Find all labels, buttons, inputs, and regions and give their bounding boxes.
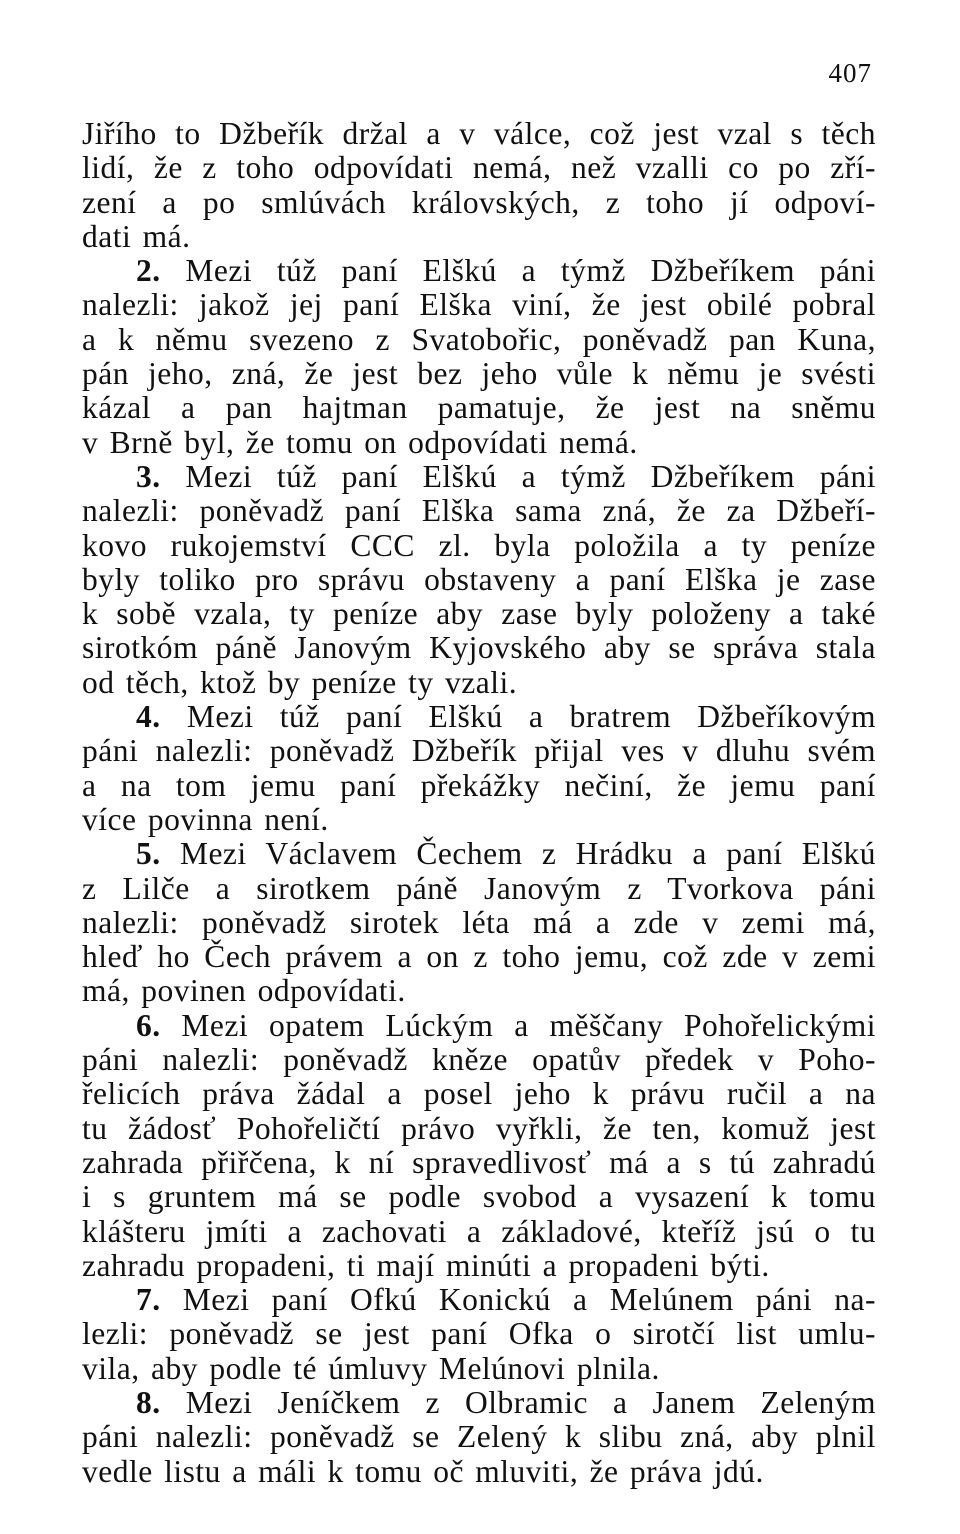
text-line bbox=[82, 426, 876, 460]
paragraph-number: 2. bbox=[136, 253, 161, 289]
body-text bbox=[82, 117, 876, 1489]
line-text: Mezi túž paní Elškú a týmž Džbeříkem páni bbox=[185, 458, 877, 494]
line-text: klášteru jmíti a zachovati a základové, kteříž jsú o tu bbox=[82, 1213, 876, 1249]
line-text: a na tom jemu paní překážky nečiní, že jemu paní bbox=[82, 767, 876, 803]
line-text: lidí, že z toho odpovídati nemá, než vzalli co po zří- bbox=[82, 150, 876, 186]
text-line bbox=[82, 323, 876, 357]
paragraph-number: 6. bbox=[136, 1007, 161, 1043]
line-text: kázal a pan hajtman pamatuje, že jest na sněmu bbox=[82, 390, 876, 426]
text-line bbox=[82, 1420, 876, 1454]
line-text: pán jeho, zná, že jest bez jeho vůle k němu je svésti bbox=[82, 356, 876, 392]
line-text: vedle listu a máli k tomu oč mluviti, že práva jdú. bbox=[82, 1453, 764, 1489]
text-line bbox=[82, 460, 876, 494]
line-text: Mezi Václavem Čechem z Hrádku a paní Elškú bbox=[179, 836, 876, 872]
text-line bbox=[82, 357, 876, 391]
line-text: nalezli: poněvadž paní Elška sama zná, že za Džbeří- bbox=[82, 493, 876, 529]
line-text: Mezi túž paní Elškú a týmž Džbeříkem páni bbox=[185, 253, 877, 289]
line-text: Mezi túž paní Elškú a bratrem Džbeříkovým bbox=[186, 699, 877, 735]
line-text: dati má. bbox=[82, 218, 191, 254]
text-line bbox=[82, 254, 876, 288]
line-text: má, povinen odpovídati. bbox=[82, 973, 406, 1009]
line-text: páni nalezli: poněvadž Džbeřík přijal ves v dluhu svém bbox=[82, 733, 876, 769]
text-line bbox=[82, 631, 876, 665]
line-text: k sobě vzala, ty peníze aby zase byly položeny a také bbox=[82, 596, 876, 632]
text-line bbox=[82, 288, 876, 322]
text-line bbox=[82, 734, 876, 768]
line-text: Mezi paní Ofkú Konickú a Melúnem páni na- bbox=[182, 1282, 877, 1318]
text-line bbox=[82, 700, 876, 734]
text-line bbox=[82, 117, 876, 151]
line-text: řelicích práva žádal a posel jeho k právu ručil a na bbox=[82, 1076, 876, 1112]
text-line bbox=[82, 872, 876, 906]
text-line bbox=[82, 1009, 876, 1043]
line-text: Jiřího to Džbeřík držal a v válce, což jest vzal s těch bbox=[82, 116, 876, 151]
text-line bbox=[82, 803, 876, 837]
line-text: nalezli: poněvadž sirotek léta má a zde v zemi má, bbox=[82, 904, 876, 940]
text-line bbox=[82, 1317, 876, 1351]
line-text: zahradu propadeni, ti mají minúti a propadeni býti. bbox=[82, 1247, 770, 1283]
text-line bbox=[82, 529, 876, 563]
text-line bbox=[82, 1043, 876, 1077]
text-line bbox=[82, 1077, 876, 1111]
text-line bbox=[82, 1112, 876, 1146]
line-text: Mezi opatem Lúckým a měščany Pohořelickými bbox=[181, 1007, 876, 1043]
text-line bbox=[82, 563, 876, 597]
text-line bbox=[82, 1283, 876, 1317]
line-text: i s gruntem má se podle svobod a vysazení k tomu bbox=[82, 1179, 876, 1215]
line-text: v Brně byl, že tomu on odpovídati nemá. bbox=[82, 424, 638, 460]
line-text: páni nalezli: poněvadž kněze opatův předek v Poho- bbox=[82, 1042, 876, 1078]
text-line bbox=[82, 494, 876, 528]
line-text: hleď ho Čech právem a on z toho jemu, což zde v zemi bbox=[82, 939, 876, 975]
text-line bbox=[82, 1249, 876, 1283]
line-text: tu žádosť Pohořeličtí právo vyřkli, že ten, komuž jest bbox=[82, 1110, 876, 1146]
line-text: z Lilče a sirotkem páně Janovým z Tvorkova páni bbox=[82, 870, 876, 906]
paragraph-number: 8. bbox=[136, 1384, 161, 1420]
text-line bbox=[82, 940, 876, 974]
paragraph-number: 3. bbox=[136, 458, 161, 494]
text-line bbox=[82, 1352, 876, 1386]
line-text: zahrada přiřčena, k ní spravedlivosť má a s tú zahradú bbox=[82, 1144, 876, 1180]
line-text: lezli: poněvadž se jest paní Ofka o sirotčí list umlu- bbox=[82, 1316, 876, 1352]
text-line bbox=[82, 597, 876, 631]
text-line bbox=[82, 186, 876, 220]
line-text: kovo rukojemství CCC zl. byla položila a ty peníze bbox=[82, 527, 876, 563]
line-text: Mezi Jeníčkem z Olbramic a Janem Zeleným bbox=[185, 1384, 877, 1420]
text-line bbox=[82, 1386, 876, 1420]
page-number: 407 bbox=[828, 58, 872, 88]
text-line bbox=[82, 906, 876, 940]
line-text: více povinna není. bbox=[82, 801, 329, 837]
line-text: sirotkóm páně Janovým Kyjovského aby se správa stala bbox=[82, 630, 876, 666]
line-text: zení a po smlúvách královských, z toho jí odpoví- bbox=[82, 184, 876, 220]
paragraph-number: 7. bbox=[136, 1282, 161, 1318]
text-line bbox=[82, 666, 876, 700]
text-line bbox=[82, 391, 876, 425]
paragraph-number: 4. bbox=[136, 699, 161, 735]
text-line bbox=[82, 769, 876, 803]
line-text: nalezli: jakož jej paní Elška viní, že jest obilé pobral bbox=[82, 287, 876, 323]
text-line bbox=[82, 1215, 876, 1249]
line-text: od těch, ktož by peníze ty vzali. bbox=[82, 664, 518, 700]
text-line bbox=[82, 974, 876, 1008]
text-line bbox=[82, 1180, 876, 1214]
text-line bbox=[82, 1146, 876, 1180]
text-line bbox=[82, 220, 876, 254]
text-line bbox=[82, 837, 876, 871]
line-text: páni nalezli: poněvadž se Zelený k slibu zná, aby plnil bbox=[82, 1419, 876, 1455]
line-text: byly toliko pro správu obstaveny a paní Elška je zase bbox=[82, 561, 876, 597]
line-text: a k němu svezeno z Svatobořic, poněvadž pan Kuna, bbox=[82, 321, 876, 357]
paragraph-number: 5. bbox=[136, 836, 161, 872]
text-line bbox=[82, 151, 876, 185]
text-line bbox=[82, 1455, 876, 1489]
line-text: vila, aby podle té úmluvy Melúnovi plnila. bbox=[82, 1350, 660, 1386]
